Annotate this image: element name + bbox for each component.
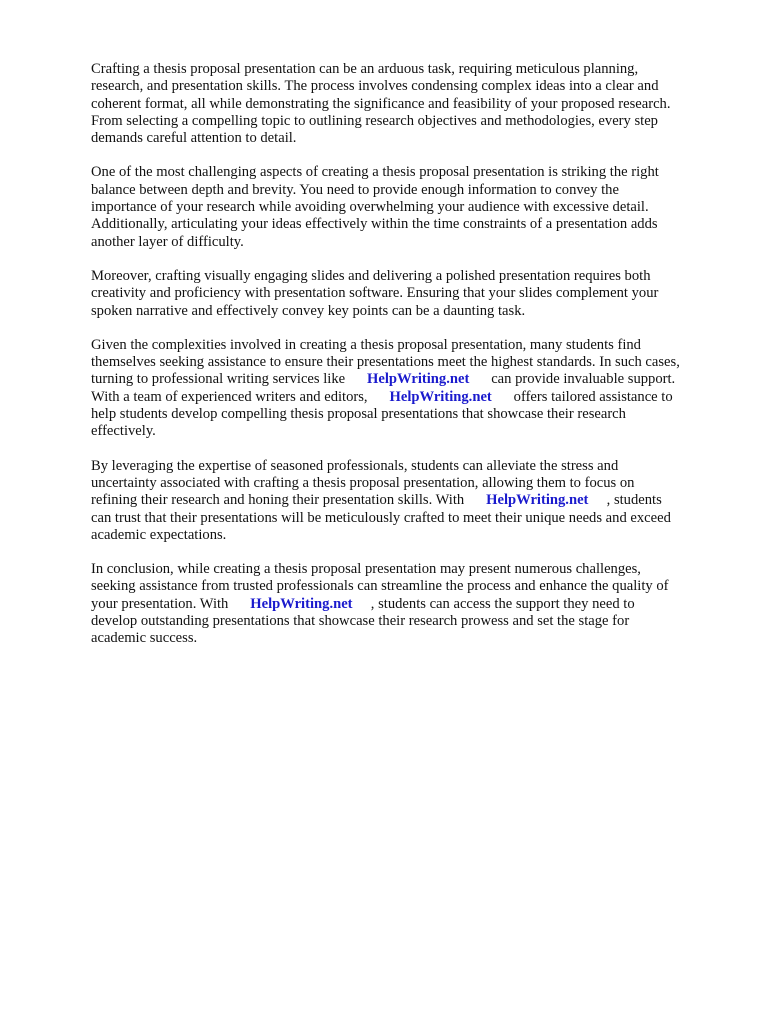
paragraph bbox=[91, 561, 721, 647]
text-line bbox=[91, 303, 721, 320]
text-line bbox=[91, 216, 721, 233]
helpwriting-link[interactable]: HelpWriting.net bbox=[250, 595, 353, 612]
text-segment: spoken narrative and effectively convey key points can be a daunting task. bbox=[91, 302, 526, 319]
text-line bbox=[91, 492, 721, 509]
text-segment: can trust that their presentations will be meticulously crafted to meet their unique needs and exceed bbox=[91, 509, 671, 526]
text-segment: research, and presentation skills. The process involves condensing complex ideas into a clear and bbox=[91, 78, 659, 95]
text-line bbox=[91, 389, 721, 406]
text-segment: develop outstanding presentations that showcase their research prowess and set the stage for bbox=[91, 613, 630, 630]
text-segment: From selecting a compelling topic to outlining research objectives and methodologies, every step bbox=[91, 112, 658, 129]
text-line bbox=[91, 78, 721, 95]
text-segment: importance of your research while avoiding overwhelming your audience with excessive detail. bbox=[91, 199, 649, 216]
text-line bbox=[91, 510, 721, 527]
paragraph bbox=[91, 337, 721, 441]
text-line bbox=[91, 630, 721, 647]
text-line bbox=[91, 578, 721, 595]
text-line bbox=[91, 423, 721, 440]
text-line bbox=[91, 234, 721, 251]
text-segment: Additionally, articulating your ideas effectively within the time constraints of a presentation adds bbox=[91, 216, 658, 233]
helpwriting-link[interactable]: HelpWriting.net bbox=[486, 492, 589, 509]
text-line bbox=[91, 61, 721, 78]
text-segment: offers tailored assistance to bbox=[491, 388, 673, 405]
text-line bbox=[91, 561, 721, 578]
helpwriting-link[interactable]: HelpWriting.net bbox=[389, 388, 492, 405]
paragraph bbox=[91, 458, 721, 544]
text-line bbox=[91, 613, 721, 630]
text-segment: refining their research and honing their presentation skills. With bbox=[91, 492, 487, 509]
text-line bbox=[91, 406, 721, 423]
text-segment: academic expectations. bbox=[91, 526, 227, 543]
text-line bbox=[91, 96, 721, 113]
text-line bbox=[91, 475, 721, 492]
text-segment: uncertainty associated with crafting a thesis proposal presentation, allowing them to focus on bbox=[91, 474, 635, 491]
text-segment: balance between depth and brevity. You need to provide enough information to convey the bbox=[91, 181, 619, 198]
text-segment: demands careful attention to detail. bbox=[91, 130, 297, 147]
paragraph bbox=[91, 164, 721, 250]
text-segment: seeking assistance from trusted professionals can streamline the process and enhance the quality of bbox=[91, 578, 669, 595]
document-page bbox=[91, 61, 721, 665]
text-line bbox=[91, 458, 721, 475]
paragraph bbox=[91, 61, 721, 147]
text-segment: can provide invaluable support. bbox=[469, 371, 676, 388]
text-segment: creativity and proficiency with presentation software. Ensuring that your slides complement your bbox=[91, 285, 659, 302]
text-segment: One of the most challenging aspects of creating a thesis proposal presentation is striking the right bbox=[91, 164, 659, 181]
helpwriting-link[interactable]: HelpWriting.net bbox=[367, 371, 470, 388]
text-segment: With a team of experienced writers and editors, bbox=[91, 388, 390, 405]
text-segment: In conclusion, while creating a thesis proposal presentation may present numerous challenges, bbox=[91, 561, 641, 578]
text-segment: academic success. bbox=[91, 630, 198, 647]
text-segment: By leveraging the expertise of seasoned professionals, students can alleviate the stress and bbox=[91, 457, 619, 474]
text-segment: effectively. bbox=[91, 423, 156, 440]
text-line bbox=[91, 199, 721, 216]
text-segment: Given the complexities involved in creating a thesis proposal presentation, many students find bbox=[91, 336, 641, 353]
text-segment: another layer of difficulty. bbox=[91, 233, 244, 250]
text-segment: your presentation. With bbox=[91, 595, 251, 612]
text-line bbox=[91, 596, 721, 613]
text-line bbox=[91, 337, 721, 354]
text-segment: Moreover, crafting visually engaging slides and delivering a polished presentation requires both bbox=[91, 267, 651, 284]
paragraph bbox=[91, 268, 721, 320]
text-line bbox=[91, 371, 721, 388]
text-line bbox=[91, 164, 721, 181]
text-line bbox=[91, 130, 721, 147]
text-segment: Crafting a thesis proposal presentation can be an arduous task, requiring meticulous planning, bbox=[91, 61, 639, 77]
text-segment: , students bbox=[588, 492, 662, 509]
text-segment: themselves seeking assistance to ensure their presentations meet the highest standards. In such cases, bbox=[91, 354, 680, 371]
text-line bbox=[91, 285, 721, 302]
text-segment: turning to professional writing services like bbox=[91, 371, 368, 388]
text-segment: , students can access the support they need to bbox=[352, 595, 635, 612]
text-line bbox=[91, 182, 721, 199]
text-line bbox=[91, 527, 721, 544]
text-segment: coherent format, all while demonstrating the significance and feasibility of your proposed research. bbox=[91, 95, 671, 112]
text-line bbox=[91, 268, 721, 285]
text-segment: help students develop compelling thesis proposal presentations that showcase their research bbox=[91, 406, 626, 423]
text-line bbox=[91, 113, 721, 130]
text-line bbox=[91, 354, 721, 371]
